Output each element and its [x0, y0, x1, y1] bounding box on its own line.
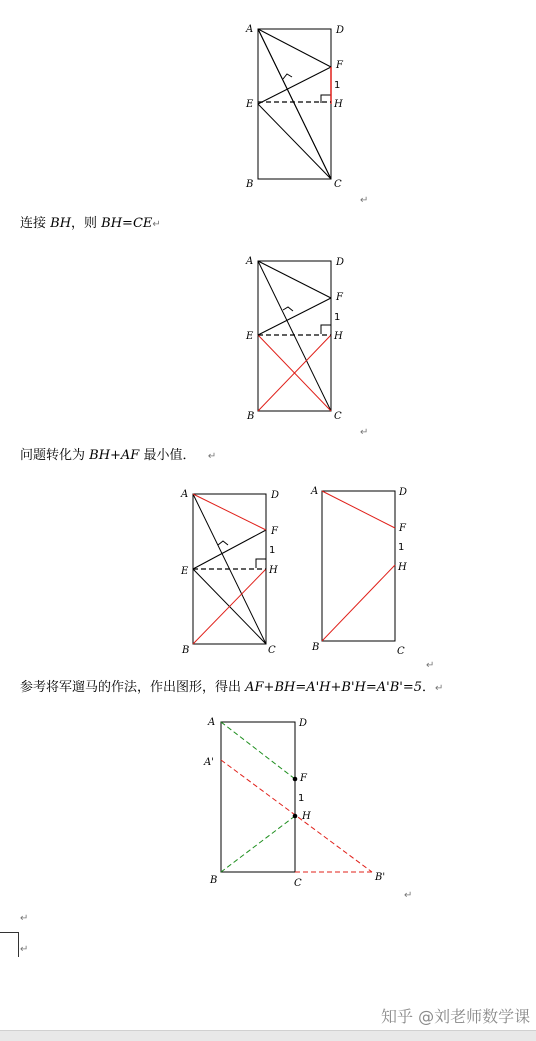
bottom-bar [0, 1030, 536, 1041]
label-A: A [181, 489, 189, 500]
figure-2-rectangle-diagram [0, 240, 536, 440]
label-A: A [311, 486, 319, 497]
label-one: 1 [298, 793, 305, 804]
paragraph-mark: ↵ [20, 944, 29, 955]
label-one: 1 [269, 545, 276, 556]
paragraph-mark: ↵ [435, 683, 444, 694]
label-one: 1 [398, 542, 405, 553]
label-B: B [246, 179, 254, 190]
paragraph-3-expr: AF+BH=A'H+B'H=A'B'=5 [245, 680, 423, 695]
paragraph-1-bh: BH [50, 216, 72, 231]
label-D: D [399, 487, 408, 498]
label-F: F [271, 526, 278, 537]
paragraph-2 [20, 448, 216, 465]
paragraph-2-suffix: 最小值． [139, 448, 196, 463]
label-F: F [399, 523, 406, 534]
figure-3-two-rectangle-diagrams [0, 480, 536, 670]
label-H: H [334, 331, 343, 342]
paragraph-1-mid: ，则 [71, 216, 102, 231]
label-C: C [334, 411, 342, 422]
label-A-prime: A' [204, 757, 214, 768]
paragraph-mark: ↵ [426, 660, 435, 671]
label-B: B [312, 642, 320, 653]
label-H: H [269, 565, 278, 576]
label-C: C [334, 179, 342, 190]
label-one: 1 [334, 312, 341, 323]
label-F: F [336, 60, 343, 71]
label-E: E [181, 566, 189, 577]
paragraph-mark: ↵ [360, 427, 369, 438]
paragraph-mark: ↵ [152, 219, 161, 230]
label-F: F [300, 773, 307, 784]
paragraph-2-expr: BH+AF [89, 448, 140, 463]
label-A: A [246, 256, 254, 267]
label-H: H [302, 811, 311, 822]
label-F: F [336, 292, 343, 303]
watermark: 知乎 @刘老师数学课 [381, 1007, 531, 1026]
paragraph-1 [20, 216, 161, 233]
label-B: B [182, 645, 190, 656]
label-C: C [294, 878, 302, 889]
paragraph-2-text: 问题转化为 [20, 448, 90, 463]
label-D: D [299, 718, 308, 729]
paragraph-mark: ↵ [404, 890, 413, 901]
label-D: D [336, 25, 345, 36]
label-D: D [336, 257, 345, 268]
label-C: C [397, 646, 405, 657]
paragraph-3-text: 参考将军遛马的作法，作出图形，得出 [20, 680, 246, 695]
text-cursor-bracket [0, 932, 19, 957]
paragraph-mark: ↵ [20, 913, 29, 924]
paragraph-1-text: 连接 [20, 216, 51, 231]
label-D: D [271, 490, 280, 501]
label-C: C [268, 645, 276, 656]
label-B: B [210, 875, 218, 886]
figure-1-rectangle-diagram [0, 0, 536, 210]
label-H: H [398, 562, 407, 573]
label-B: B [247, 411, 255, 422]
paragraph-3-suffix: ． [422, 680, 436, 695]
figure-4-reflection-diagram [0, 705, 536, 915]
paragraph-mark: ↵ [360, 195, 369, 206]
label-one: 1 [334, 80, 341, 91]
paragraph-3 [20, 680, 443, 697]
label-E: E [246, 99, 254, 110]
label-B-prime: B' [375, 872, 386, 883]
label-A: A [246, 24, 254, 35]
label-E: E [246, 331, 254, 342]
paragraph-mark: ↵ [207, 451, 217, 462]
paragraph-1-expr: BH=CE [101, 216, 153, 231]
label-H: H [334, 99, 343, 110]
label-A: A [208, 717, 216, 728]
